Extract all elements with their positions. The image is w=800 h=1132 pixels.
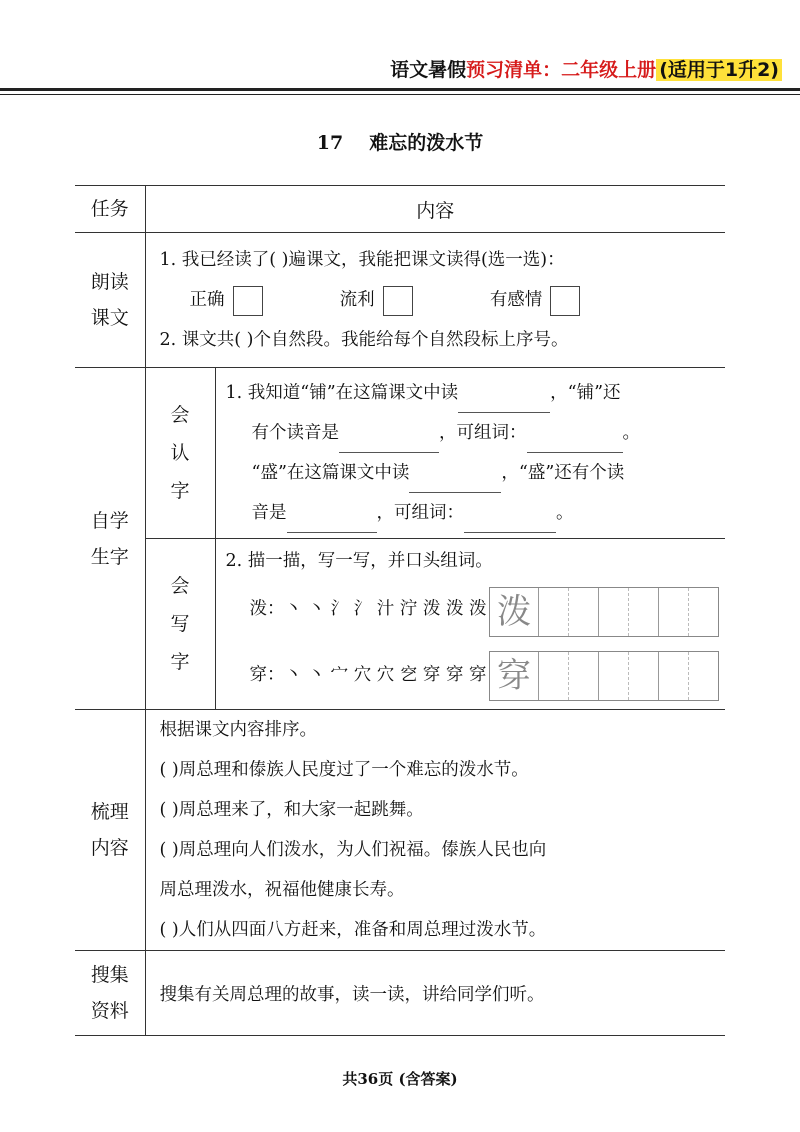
chars-label: 自学生字	[75, 368, 145, 710]
checkbox-expressive[interactable]	[550, 286, 580, 316]
strokes-po: 泼：丶 丶 氵 氵 汁 泞 泼 泼 泼	[249, 599, 487, 619]
sorting-item3a: ( )周总理向人们泼水，为人们祝福。傣族人民也向	[159, 840, 547, 860]
collect-content: 搜集有关周总理的故事，读一读，讲给同学们听。	[145, 951, 725, 1036]
recognize-line1: 1. 我知道“铺”在这篇课文中读 ，“铺”还	[226, 373, 726, 413]
write-label: 会写字	[145, 539, 215, 710]
blank-pu-reading[interactable]	[458, 388, 550, 413]
sorting-item3b: 周总理泼水，祝福他健康长寿。	[159, 880, 405, 900]
grid-sample-po: 泼	[497, 592, 531, 632]
lesson-title	[0, 128, 800, 155]
chars-write-row	[75, 539, 725, 710]
reading-row	[75, 233, 725, 368]
header-part3: (适用于1升2)	[656, 59, 782, 81]
writing-grid-po[interactable]	[489, 587, 719, 637]
recognize-line3: “盛”在这篇课文中读 ，“盛”还有个读	[226, 453, 726, 493]
recognize-line2: 有个读音是 ，可组词： 。	[226, 413, 726, 453]
col-content-header: 内容	[145, 186, 725, 233]
header-rule-thick	[0, 88, 800, 91]
reading-options	[160, 280, 726, 320]
sorting-row	[75, 710, 725, 951]
page-header	[390, 55, 782, 82]
checkbox-correct[interactable]	[233, 286, 263, 316]
blank-pu-other-reading[interactable]	[339, 428, 439, 453]
recognize-label: 会认字	[145, 368, 215, 539]
option-expressive: 有感情	[489, 290, 543, 310]
blank-pu-word[interactable]	[527, 428, 623, 453]
sorting-label: 梳理内容	[75, 710, 145, 951]
header-part2: 预习清单：二年级上册	[466, 59, 657, 81]
recognize-content	[215, 368, 725, 539]
header-part1: 语文暑假	[390, 59, 467, 81]
grid-sample-chuan: 穿	[497, 656, 531, 696]
sorting-intro: 根据课文内容排序。	[159, 720, 317, 740]
reading-content	[145, 233, 725, 368]
col-task-header: 任务	[75, 186, 145, 233]
blank-sheng-reading[interactable]	[409, 468, 501, 493]
blank-sheng-other-reading[interactable]	[287, 508, 377, 533]
collect-row	[75, 951, 725, 1036]
option-fluent: 流利	[339, 290, 375, 310]
page-footer: 共36页 (含答案)	[342, 1070, 458, 1088]
sorting-item4: ( )人们从四面八方赶来，准备和周总理过泼水节。	[159, 920, 547, 940]
checkbox-fluent[interactable]	[383, 286, 413, 316]
writing-grid-chuan[interactable]	[489, 651, 719, 701]
option-correct: 正确	[189, 290, 225, 310]
lesson-name: 难忘的泼水节	[369, 132, 484, 154]
blank-sheng-word[interactable]	[464, 508, 556, 533]
chars-recognize-row	[75, 368, 725, 539]
sorting-item2: ( )周总理来了，和大家一起跳舞。	[159, 800, 424, 820]
write-content	[215, 539, 725, 710]
sorting-content	[145, 710, 725, 951]
collect-label: 搜集资料	[75, 951, 145, 1036]
sorting-item1: ( )周总理和傣族人民度过了一个难忘的泼水节。	[159, 760, 529, 780]
recognize-line4: 音是 ，可组词： 。	[226, 493, 726, 533]
reading-line3: 2. 课文共( )个自然段。我能给每个自然段标上序号。	[159, 330, 569, 350]
header-rule-thin	[0, 94, 800, 95]
table-header-row	[75, 186, 725, 233]
strokes-chuan: 穿：丶 丶 宀 穴 穴 穵 穿 穿 穿	[249, 665, 487, 685]
reading-line1: 1. 我已经读了( )遍课文，我能把课文读得(选一选)：	[159, 250, 565, 270]
task-table	[75, 185, 725, 1036]
write-line1: 2. 描一描，写一写，并口头组词。	[225, 551, 493, 571]
reading-label: 朗读课文	[75, 233, 145, 368]
lesson-number: 17	[316, 132, 344, 154]
